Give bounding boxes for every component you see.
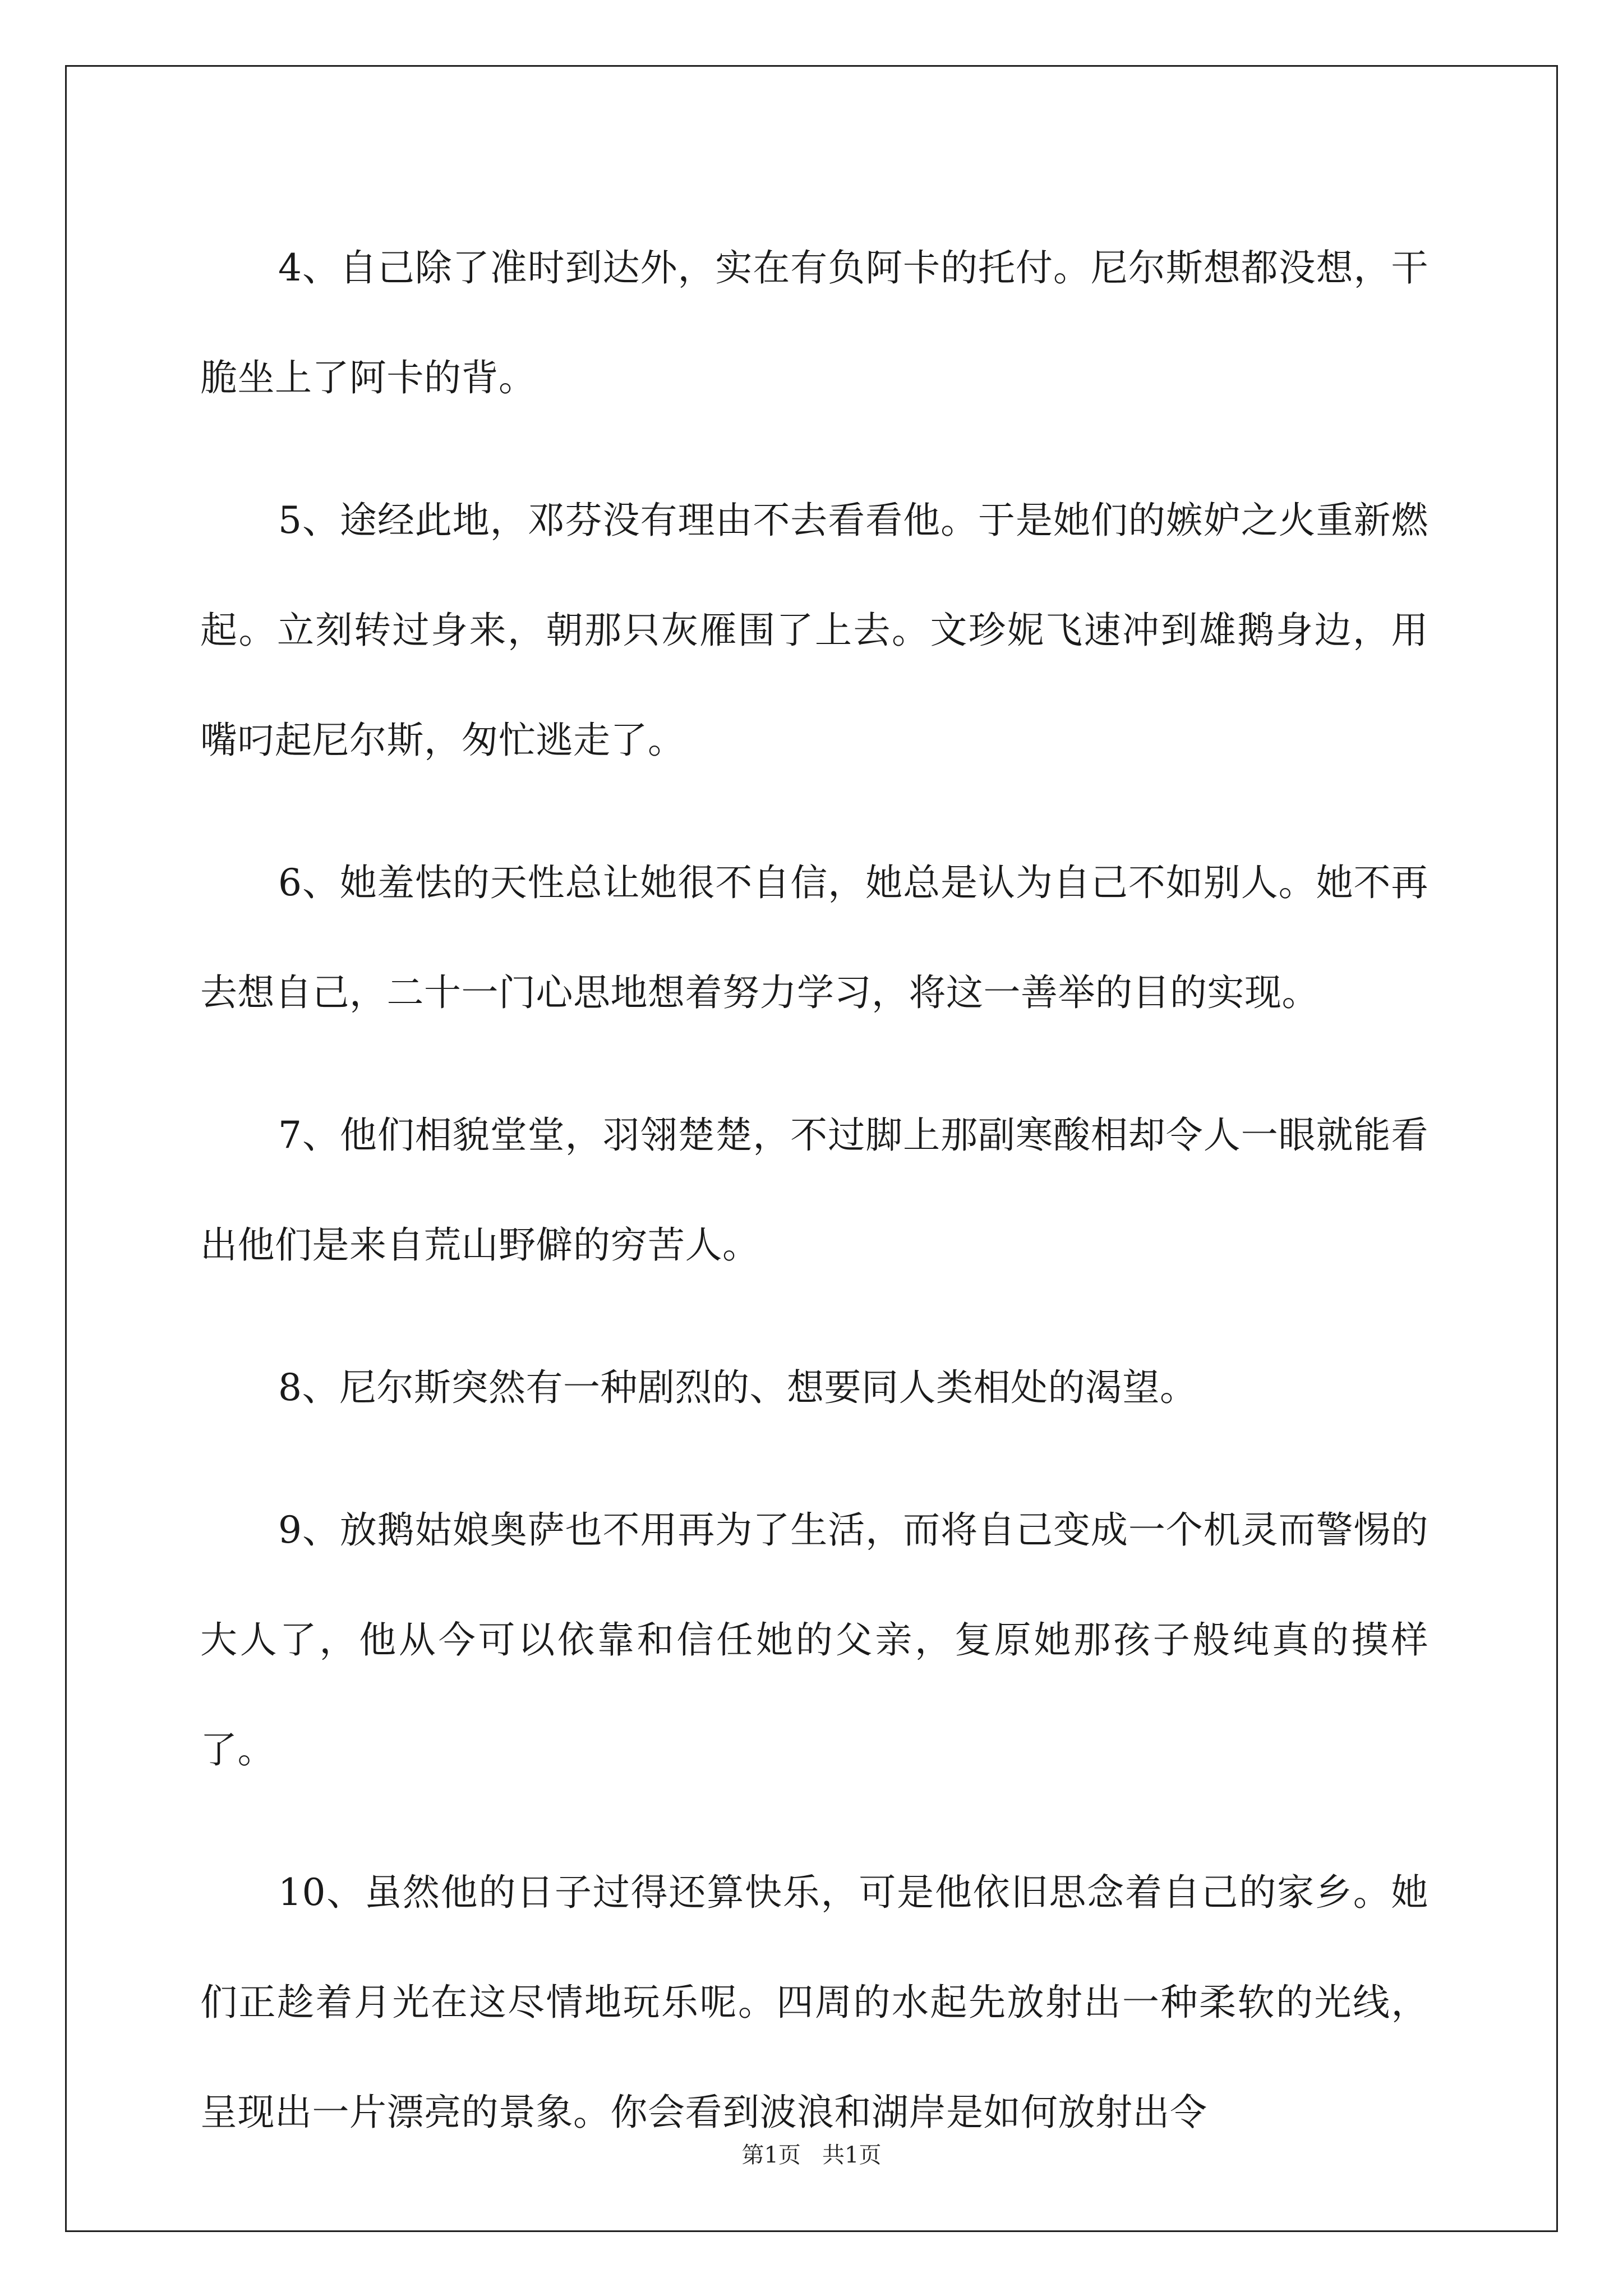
paragraph-5: 5、途经此地，邓芬没有理由不去看看他。于是她们的嫉妒之火重新燃起。立刻转过身来，朝那只灰雁围了上去。文珍妮飞速冲到雄鹅身边，用嘴叼起尼尔斯，匆忙逃走了。 bbox=[200, 499, 1428, 762]
paragraph-6: 6、她羞怯的天性总让她很不自信，她总是认为自己不如别人。她不再去想自己，二十一门心思地想着努力学习，将这一善举的目的实现。 bbox=[200, 861, 1428, 1014]
paragraph-4: 4、自己除了准时到达外，实在有负阿卡的托付。尼尔斯想都没想，干脆坐上了阿卡的背。 bbox=[200, 246, 1428, 399]
paragraph-9: 9、放鹅姑娘奥萨也不用再为了生活，而将自己变成一个机灵而警惕的大人了，他从今可以依靠和信任她的父亲，复原她那孩子般纯真的摸样了。 bbox=[200, 1508, 1428, 1772]
paragraph-7: 7、他们相貌堂堂，羽翎楚楚，不过脚上那副寒酸相却令人一眼就能看出他们是来自荒山野僻的穷苦人。 bbox=[200, 1114, 1428, 1267]
document-body bbox=[200, 213, 1428, 2200]
page-footer bbox=[0, 2137, 1623, 2169]
page-number-label: 第1页 共1页 bbox=[741, 2142, 882, 2168]
paragraph-8: 8、尼尔斯突然有一种剧烈的、想要同人类相处的渴望。 bbox=[278, 1366, 1197, 1409]
paragraph-10: 10、虽然他的日子过得还算快乐，可是他依旧思念着自己的家乡。她们正趁着月光在这尽情地玩乐呢。四周的水起先放射出一种柔软的光线，呈现出一片漂亮的景象。你会看到波浪和湖岸是如何放射出令 bbox=[200, 1871, 1428, 2134]
